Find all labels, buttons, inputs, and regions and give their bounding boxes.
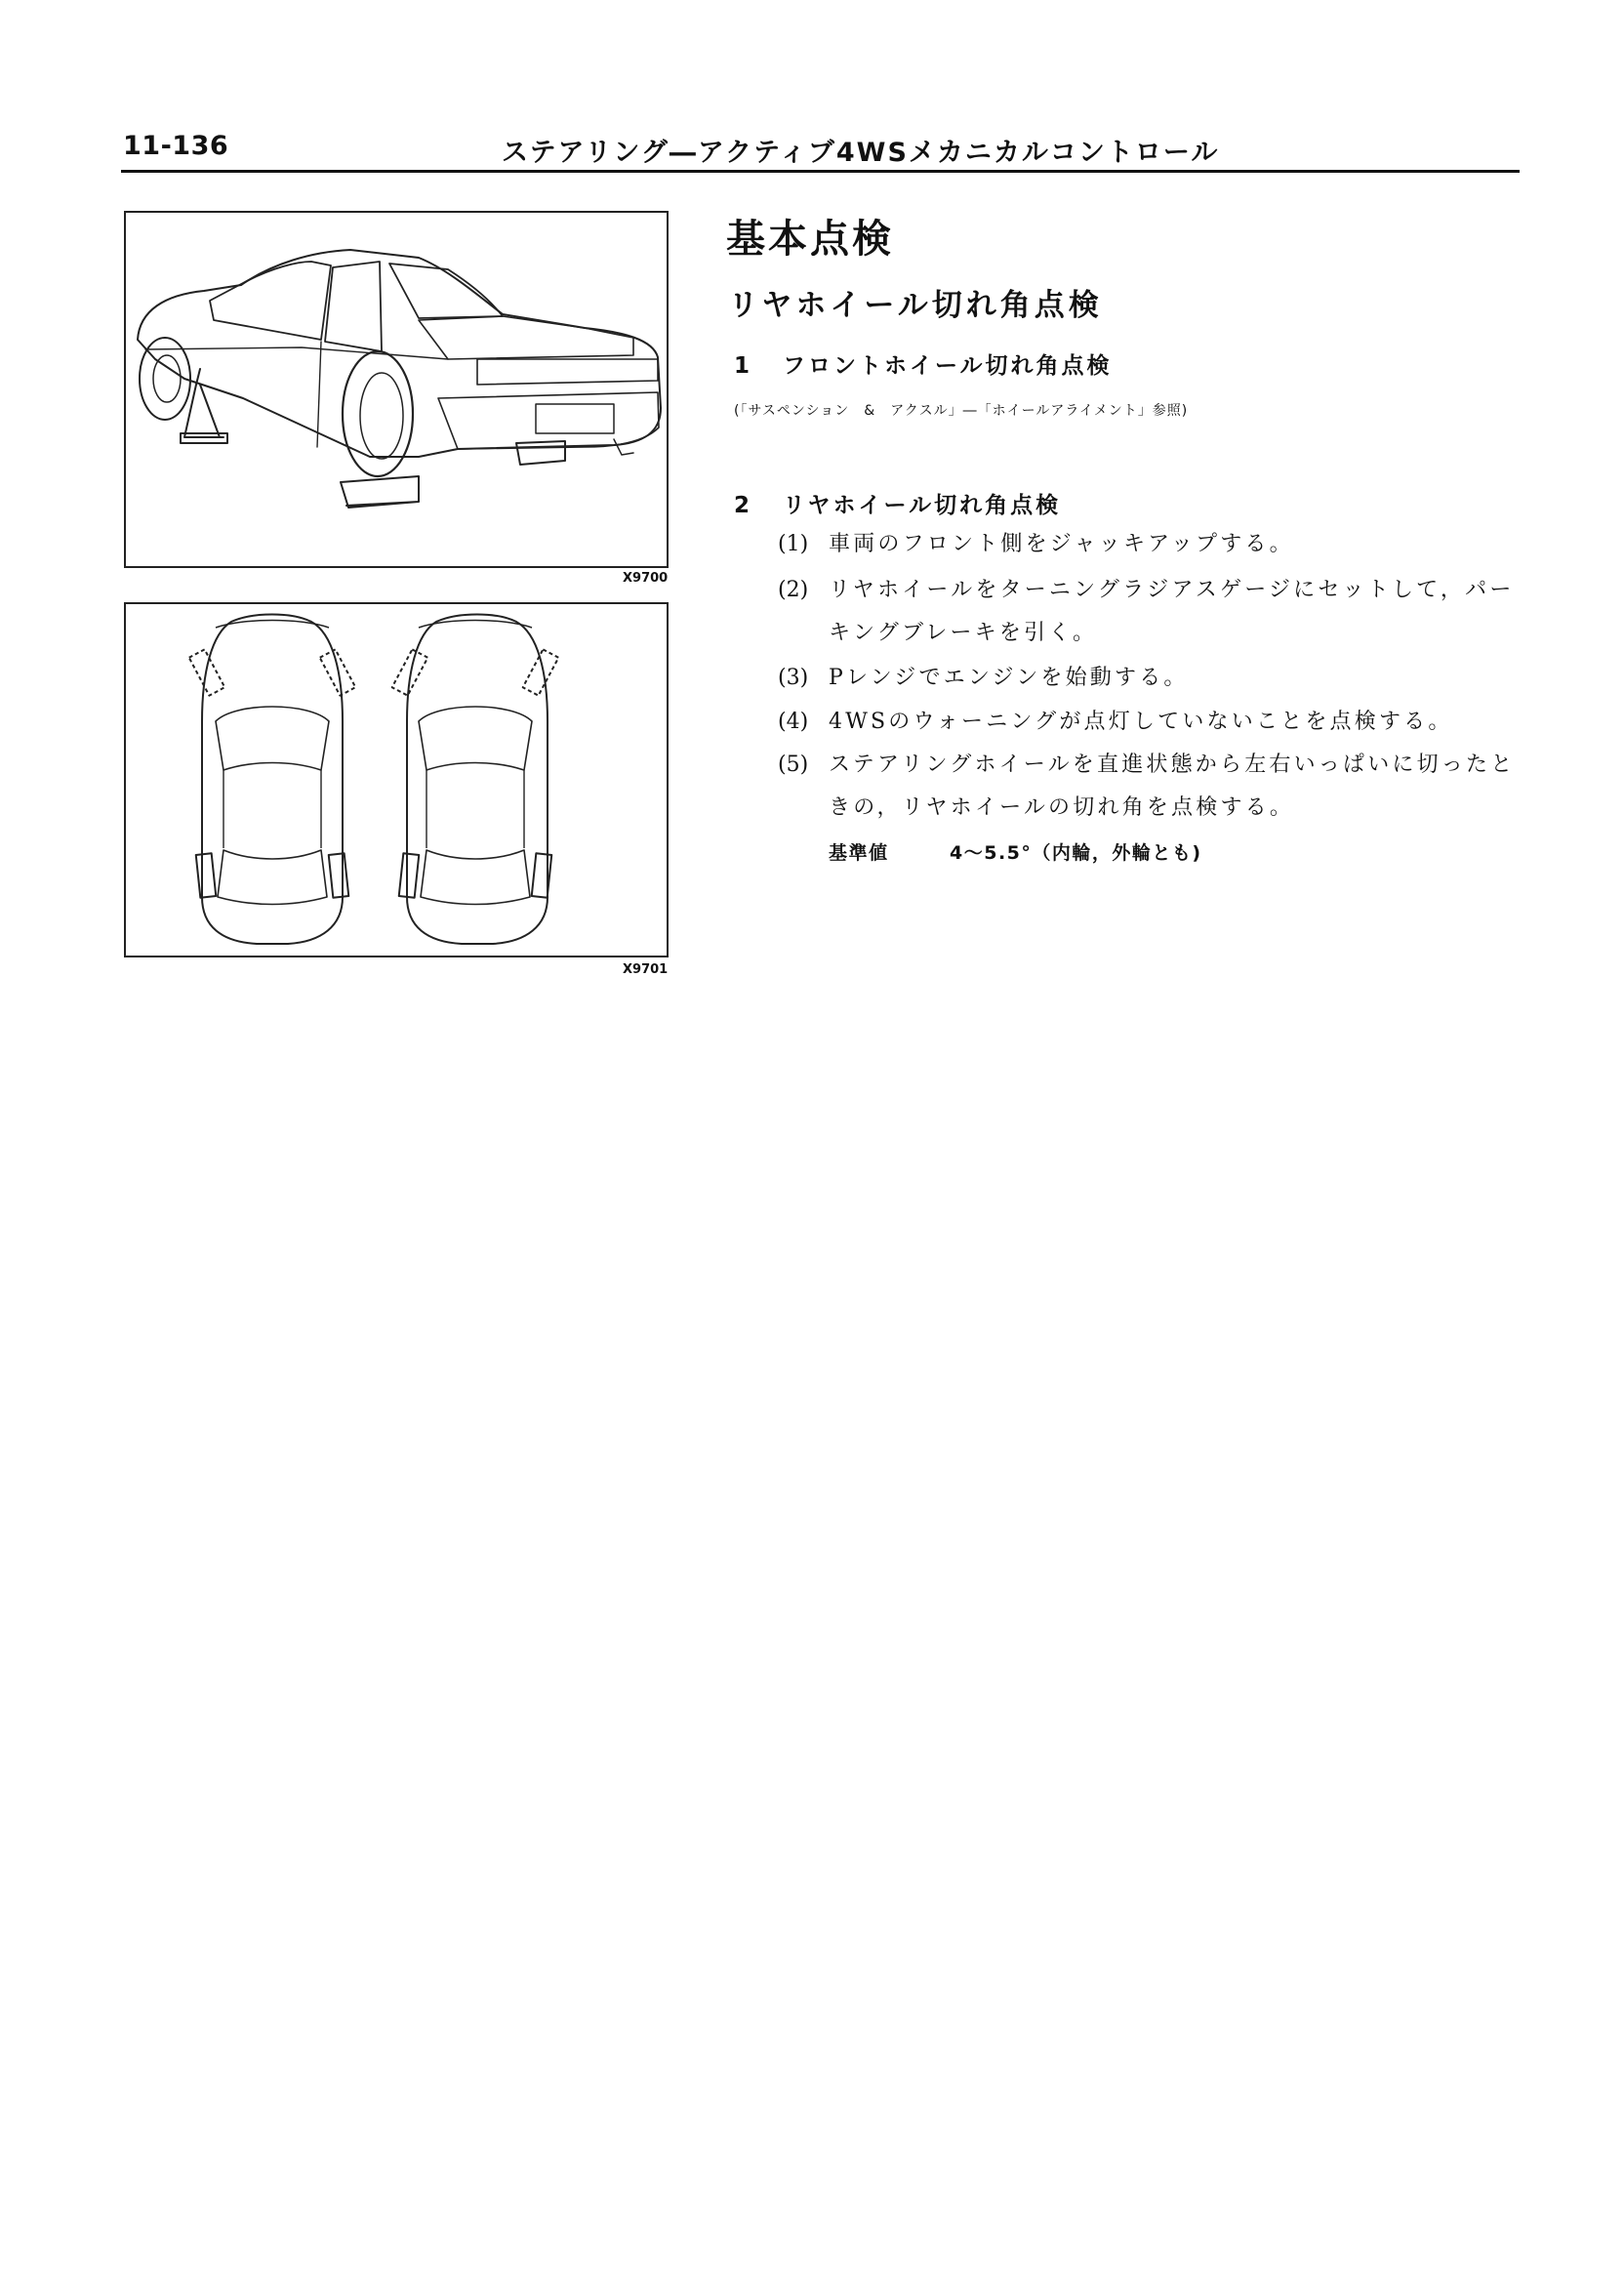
step-number: 1 [734, 353, 753, 379]
rear-wheel-left [196, 853, 217, 897]
rear-wheel-inner [360, 373, 403, 459]
substep-text: リヤホイールをターニングラジアスゲージにセットして，パー [829, 578, 1515, 602]
substep [778, 523, 1294, 566]
car-door-line [317, 342, 321, 447]
step-number: 2 [734, 493, 753, 518]
substep-text: 4WSのウォーニングが点灯していないことを点検する。 [829, 710, 1453, 734]
car-rear-bumper [438, 392, 659, 449]
substep-number: (3) [778, 666, 809, 690]
car-outline [407, 615, 548, 945]
figure-car-jacked-up [124, 211, 669, 568]
turning-radius-gauge [341, 476, 419, 508]
front-wheel-right [523, 649, 559, 695]
spec-value: 4～5.5°（内輪，外輪とも) [950, 842, 1202, 864]
figure-code: X9700 [623, 571, 669, 586]
substep-text: Pレンジでエンジンを始動する。 [829, 666, 1189, 690]
step-title: リヤホイール切れ角点検 [783, 493, 1062, 518]
car-jacked-illustration [126, 213, 667, 566]
car-top-view-right [392, 615, 559, 945]
car-top-view-left [189, 615, 356, 945]
rear-wheel-right [532, 853, 552, 897]
substep-number: (1) [778, 532, 809, 556]
running-title: ステアリング―アクティブ4WSメカニカルコントロール [502, 138, 1220, 168]
substep-number: (5) [778, 753, 809, 777]
substep-number: (2) [778, 578, 809, 602]
car-trunk [419, 316, 633, 359]
substep-text: 車両のフロント側をジャッキアップする。 [829, 532, 1294, 556]
car-rear-window [421, 850, 530, 905]
substep-text-continued: キングブレーキを引く。 [829, 621, 1098, 645]
car-roof [426, 770, 524, 848]
substep [778, 569, 1515, 655]
front-wheel-hub [153, 355, 181, 402]
reference-note: (「サスペンション & アクスル」―「ホイールアライメント」参照) [734, 403, 1189, 419]
header-rule [121, 170, 1520, 173]
substep-text: ステアリングホイールを直進状態から左右いっぱいに切ったと [829, 753, 1516, 777]
car-window [325, 262, 382, 351]
car-tail-lamp [477, 359, 658, 385]
car-windshield [419, 707, 532, 770]
figure-code: X9701 [623, 962, 669, 977]
subsection-title: リヤホイール切れ角点検 [728, 288, 1103, 323]
page-number: 11-136 [123, 131, 229, 161]
car-rear-window [218, 850, 327, 905]
car-windshield [216, 707, 329, 770]
substep-text-continued: きの，リヤホイールの切れ角を点検する。 [829, 795, 1295, 820]
step-heading [734, 487, 1061, 519]
substep [778, 657, 1189, 700]
step-title: フロントホイール切れ角点検 [783, 353, 1113, 379]
car-roof [223, 770, 321, 848]
car-side-line [145, 347, 448, 359]
substep-number: (4) [778, 710, 809, 734]
car-window [210, 262, 331, 340]
substep [778, 701, 1453, 744]
spec-label: 基準値 [829, 842, 889, 864]
figure-wheel-angle-top-view [124, 602, 669, 957]
rear-wheel-right [329, 853, 349, 897]
substep [778, 744, 1515, 830]
rear-wheel-left [399, 853, 420, 897]
license-plate [536, 404, 614, 433]
step-heading [734, 347, 1113, 380]
spec-value-row [829, 838, 1202, 865]
top-view-illustration [126, 604, 667, 956]
turning-radius-gauge [516, 441, 565, 465]
section-title: 基本点検 [726, 217, 894, 262]
